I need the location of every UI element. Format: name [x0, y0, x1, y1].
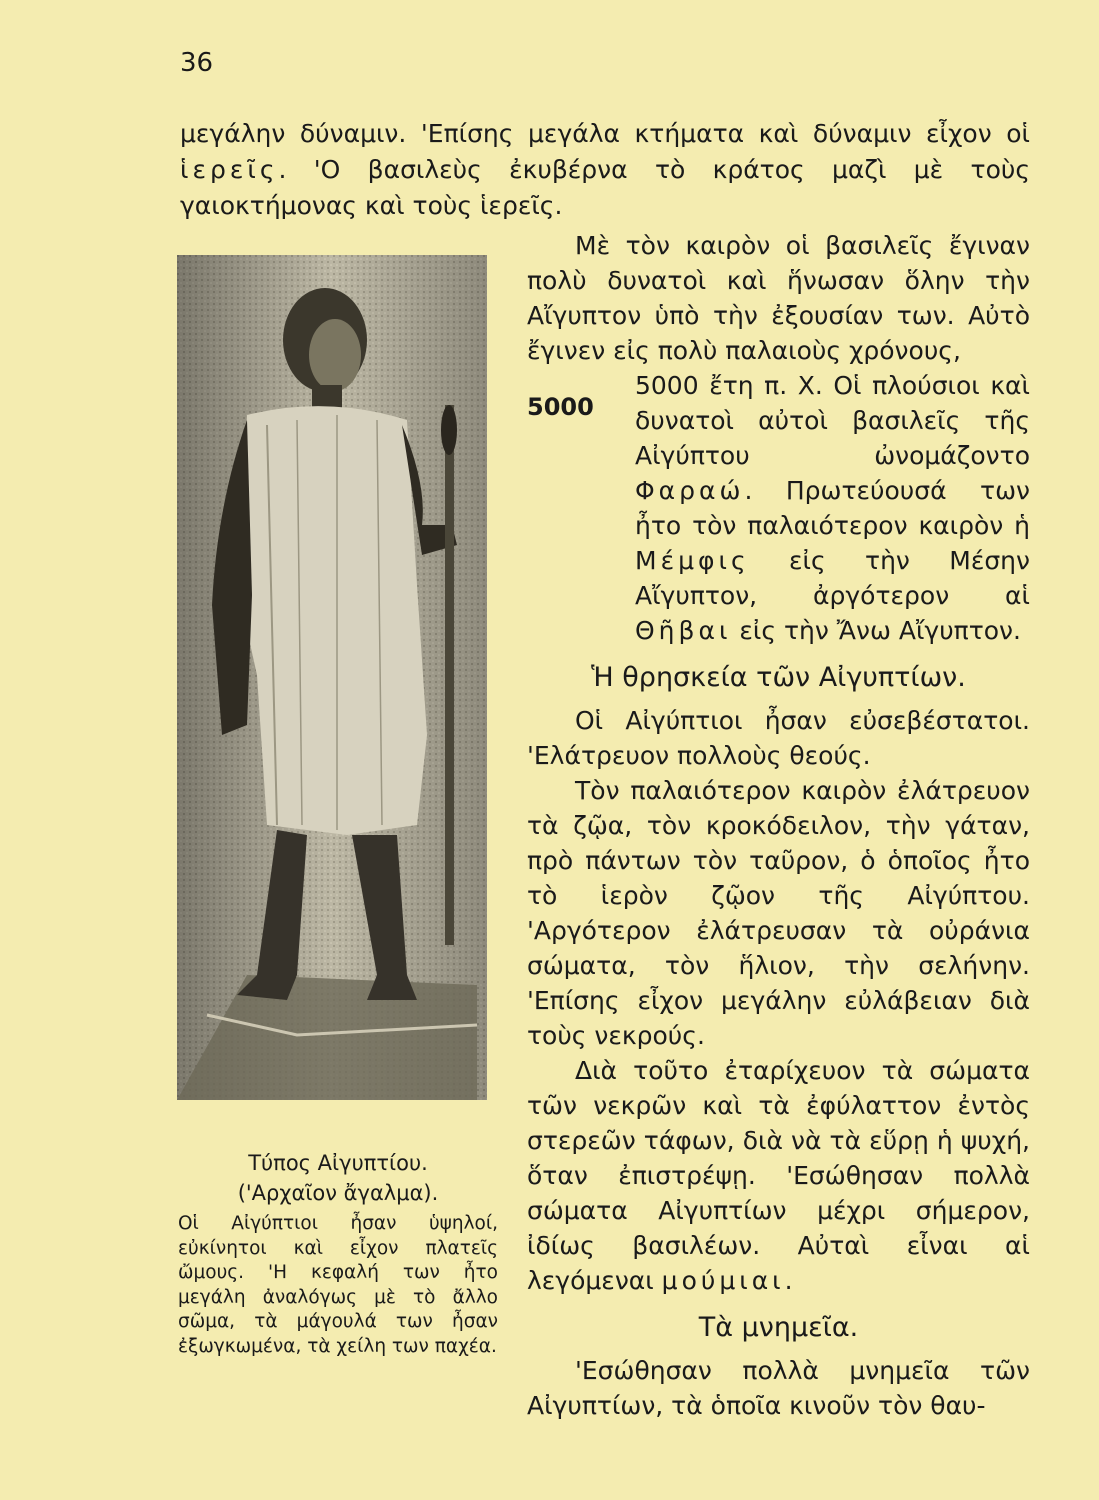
right-column: [527, 228, 1030, 1423]
pharaoh-word: Φαραώ: [635, 476, 745, 505]
figure-caption: [178, 1148, 498, 1208]
pharaoh-paragraph: 5000 ἔτη π. Χ. Οἱ πλούσιοι καὶ δυνατοὶ αὐτοὶ βασιλεῖς τῆς Αἰγύπτου ὠνομάζοντο Φαραώ. Πρωτεύουσά των ἦτο τὸν παλαιότερον καιρὸν ἡ Μέμφις εἰς τὴν Μέσην Αἴγυπτον, ἀργότερον αἱ Θῆβαι εἰς τὴν Ἄνω Αἴγυπτον.: [635, 371, 1030, 645]
religion-paragraph-1: Οἱ Αἰγύπτιοι ἦσαν εὐσεβέστατοι. 'Ελάτρευον πολλοὺς θεούς.: [527, 706, 1030, 770]
intro-paragraph: μεγάλην δύναμιν. 'Επίσης μεγάλα κτήματα καὶ δύναμιν εἶχον οἱ ἱερεῖς. 'Ο βασιλεὺς ἐκυβέρνα τὸ κράτος μαζὶ μὲ τοὺς γαιοκτήμονας καὶ τοὺς ἱερεῖς.: [180, 119, 1030, 220]
date-row: [527, 368, 1030, 648]
thebes-word: Θῆβαι: [635, 616, 732, 645]
caption-title: Τύπος Αἰγυπτίου.: [248, 1151, 428, 1175]
statue-photo: [177, 255, 487, 1100]
caption-note: Οἱ Αἰγύπτιοι ἦσαν ὑψηλοί, εὐκίνητοι καὶ εἶχον πλατεῖς ὤμους. 'Η κεφαλή των ἦτο μεγάλη ἀναλόγως μὲ τὸ ἄλλο σῶμα, τὰ μάγουλά των ἦσαν ἐξωγκωμένα, τὰ χείλη των παχέα.: [178, 1213, 498, 1357]
mummies-word: μούμιαι: [661, 1266, 785, 1295]
memphis-word: Μέμφις: [635, 546, 750, 575]
religion-paragraph-3: Διὰ τοῦτο ἐταρίχευον τὰ σώματα τῶν νεκρῶν καὶ τὰ ἐφύλαττον ἐντὸς στερεῶν τάφων, διὰ νὰ τὰ εὕρῃ ἡ ψυχή, ὅταν ἐπιστρέψῃ. 'Εσώθησαν πολλὰ σώματα Αἰγυπτίων μέχρι σήμερον, ἰδίως βασιλέων. Αὐταὶ εἶναι αἱ λεγόμεναι μούμιαι.: [527, 1056, 1030, 1295]
monuments-paragraph: 'Εσώθησαν πολλὰ μνημεῖα τῶν Αἰγυπτίων, τὰ ὁποῖα κινοῦν τὸν θαυ-: [527, 1356, 1030, 1420]
religion-heading: Ἡ θρησκεία τῶν Αἰγυπτίων.: [591, 662, 966, 693]
monuments-heading: Τὰ μνημεῖα.: [698, 1312, 859, 1343]
religion-paragraph-2: Τὸν παλαιότερον καιρὸν ἐλάτρευον τὰ ζῷα, τὸν κροκόδειλον, τὴν γάταν, πρὸ πάντων τὸν ταῦρον, ὁ ὁποῖος ἦτο τὸ ἱερὸν ζῷον τῆς Αἰγύπτου. 'Αργότερον ἐλάτρευσαν τὰ οὐράνια σώματα, τὸν ἥλιον, τὴν σελήνην. 'Επίσης εἶχον μεγάλην εὐλάβειαν διὰ τοὺς νεκρούς.: [527, 776, 1030, 1050]
caption-subtitle: ('Αρχαῖον ἄγαλμα).: [237, 1181, 439, 1205]
date-marker: 5000: [527, 393, 594, 421]
page-number: 36: [180, 48, 214, 78]
priests-word: ἱερεῖς: [180, 155, 279, 184]
kings-paragraph: Μὲ τὸν καιρὸν οἱ βασιλεῖς ἔγιναν πολὺ δυνατοὶ καὶ ἥνωσαν ὅλην τὴν Αἴγυπτον ὑπὸ τὴν ἐξουσίαν των. Αὐτὸ ἔγινεν εἰς πολὺ παλαιοὺς χρόνους,: [527, 231, 1030, 365]
